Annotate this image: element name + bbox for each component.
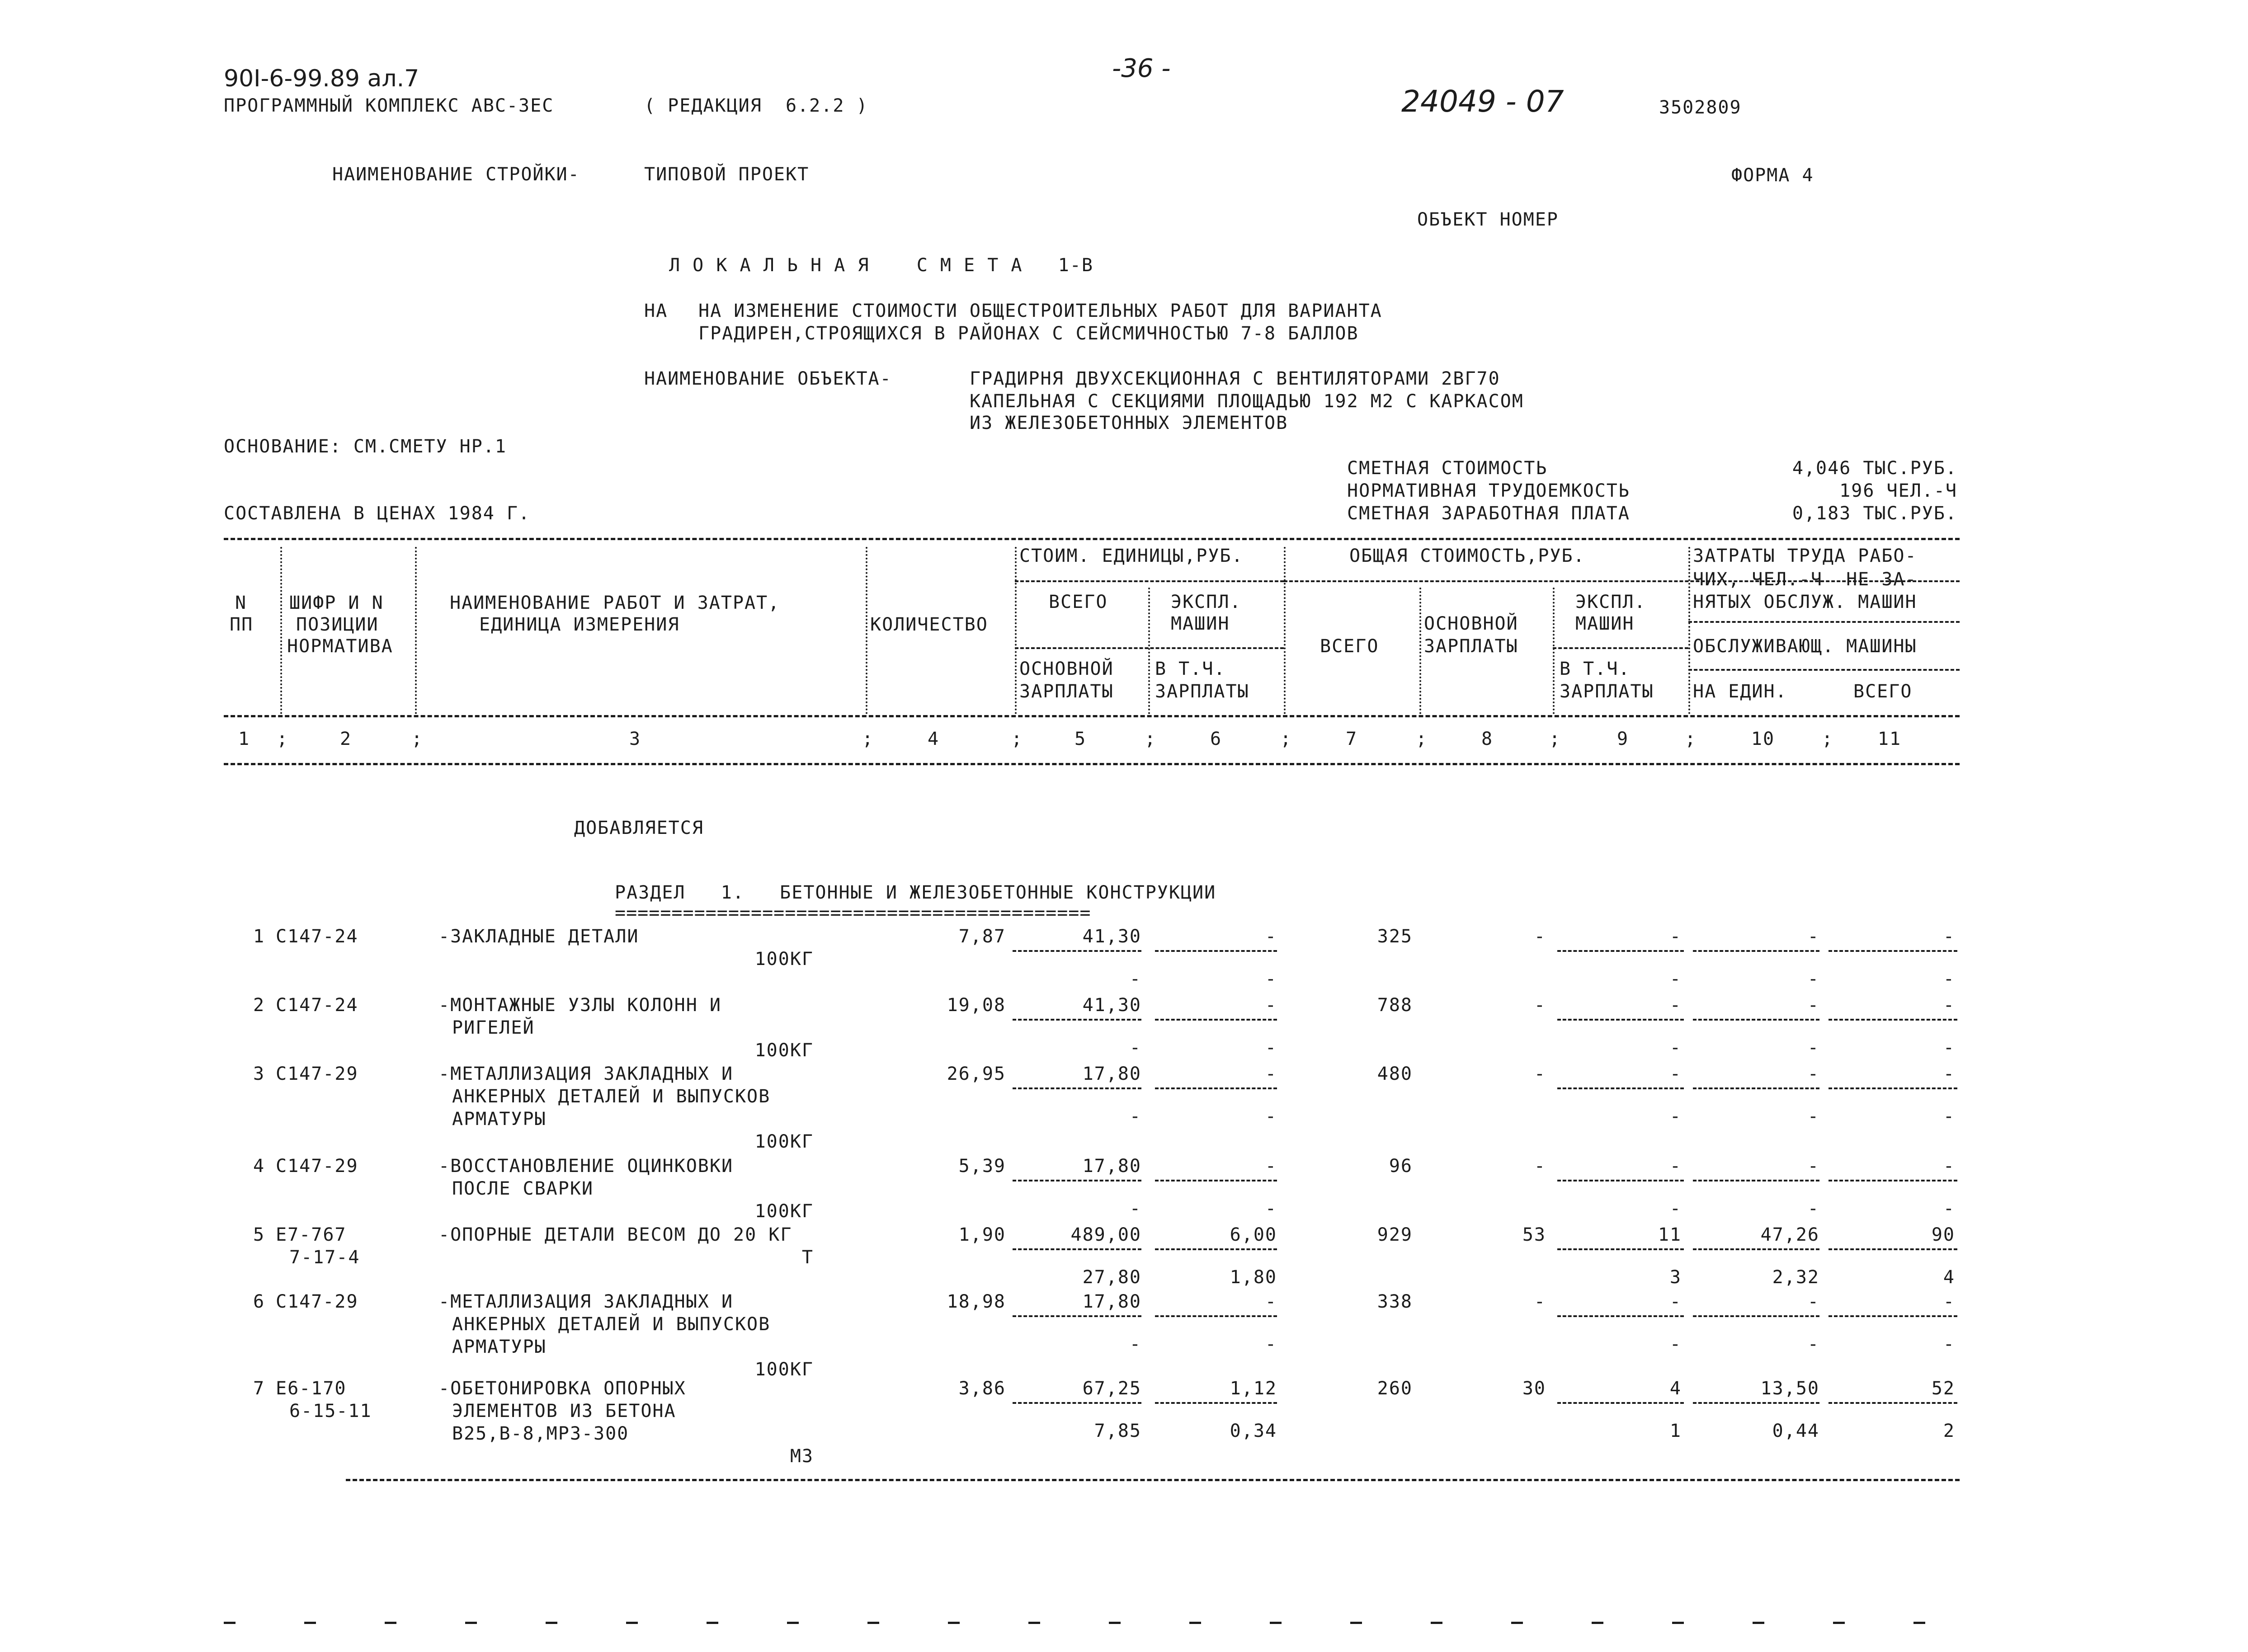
row-total-machine-wages: - xyxy=(1669,1037,1682,1058)
row-total-wages: - xyxy=(1534,926,1546,947)
row-unit-machines: - xyxy=(1265,995,1277,1016)
row-work-name: -МОНТАЖНЫЕ УЗЛЫ КОЛОНН И xyxy=(438,995,721,1016)
basis: ОСНОВАНИЕ: СМ.СМЕТУ НР.1 xyxy=(224,436,507,457)
bottom-dash xyxy=(1833,1622,1845,1624)
row-total-wages: - xyxy=(1534,1291,1546,1312)
header-total-machine-wages: ЗАРПЛАТЫ xyxy=(1560,681,1654,702)
row-total-wages: - xyxy=(1534,1064,1546,1084)
row-code: 6-15-11 xyxy=(289,1401,372,1421)
column-number-separator: ; xyxy=(1822,729,1834,749)
cell-underline xyxy=(1693,1087,1819,1089)
row-unit-machines: - xyxy=(1265,1156,1277,1177)
row-work-name: -ОПОРНЫЕ ДЕТАЛИ ВЕСОМ ДО 20 КГ xyxy=(438,1224,792,1245)
row-unit: Т xyxy=(801,1247,814,1268)
cell-underline xyxy=(1155,1402,1277,1404)
object-name-label: НАИМЕНОВАНИЕ ОБЪЕКТА- xyxy=(644,368,892,389)
row-quantity: 5,39 xyxy=(958,1156,1006,1177)
row-total-wages: - xyxy=(1534,1156,1546,1177)
column-number: 6 xyxy=(1210,729,1222,749)
row-work-name: АРМАТУРЫ xyxy=(452,1109,547,1130)
row-labor-service-per-unit: - xyxy=(1807,1198,1819,1219)
row-labor-service-total: - xyxy=(1943,1198,1955,1219)
column-number-separator: ; xyxy=(862,729,874,749)
object-name-line-2: КАПЕЛЬНАЯ С СЕКЦИЯМИ ПЛОЩАДЬЮ 192 М2 С КАРКАСОМ xyxy=(970,391,1524,412)
row-unit: 100КГ xyxy=(754,1201,814,1222)
row-labor-per-unit: - xyxy=(1807,1291,1819,1312)
row-unit-total: 41,30 xyxy=(1082,995,1141,1016)
row-labor-service-total: - xyxy=(1943,1037,1955,1058)
row-work-name: В25,В-8,МРЗ-300 xyxy=(452,1423,629,1444)
row-unit-machines: 6,00 xyxy=(1230,1224,1277,1245)
row-unit-wages: 7,85 xyxy=(1094,1421,1141,1441)
section-underline: ========================================== xyxy=(615,903,1091,923)
header-inner-rule xyxy=(1688,621,1960,623)
bottom-dash xyxy=(1431,1622,1442,1624)
purpose-line-2: ГРАДИРЕН,СТРОЯЩИХСЯ В РАЙОНАХ С СЕЙСМИЧНОСТЬЮ 7-8 БАЛЛОВ xyxy=(698,323,1359,344)
row-unit: М3 xyxy=(790,1446,814,1467)
row-work-name: -ВОССТАНОВЛЕНИЕ ОЦИНКОВКИ xyxy=(438,1156,734,1177)
column-number: 3 xyxy=(629,729,641,749)
row-number: 7 xyxy=(253,1378,265,1399)
row-number: 6 xyxy=(253,1291,265,1312)
header-total-all: ВСЕГО xyxy=(1320,636,1379,657)
header-unit-cost: СТОИМ. ЕДИНИЦЫ,РУБ. xyxy=(1019,546,1244,566)
construction-value: ТИПОВОЙ ПРОЕКТ xyxy=(644,164,810,185)
row-total: 480 xyxy=(1377,1064,1413,1084)
row-unit-machines: 1,12 xyxy=(1230,1378,1277,1399)
row-total-machines: - xyxy=(1669,1064,1682,1084)
row-code: С147-29 xyxy=(276,1064,358,1084)
row-labor-service-per-unit: - xyxy=(1807,1037,1819,1058)
row-unit-machine-wages: - xyxy=(1265,1106,1277,1127)
row-labor-per-unit: 47,26 xyxy=(1760,1224,1819,1245)
row-number: 2 xyxy=(253,995,265,1016)
column-number: 7 xyxy=(1345,729,1358,749)
document-code: 3502809 xyxy=(1659,97,1742,118)
row-unit: 100КГ xyxy=(754,1131,814,1152)
column-separator xyxy=(280,547,282,714)
cell-underline xyxy=(1829,1019,1957,1021)
column-number: 1 xyxy=(238,729,250,749)
header-labor-per-unit: НА ЕДИН. xyxy=(1693,681,1787,702)
row-labor-per-unit: - xyxy=(1807,1064,1819,1084)
bottom-dash xyxy=(787,1622,799,1624)
column-separator xyxy=(1419,588,1421,714)
row-labor-per-unit: - xyxy=(1807,1156,1819,1177)
row-unit-wages: - xyxy=(1129,969,1141,989)
cell-underline xyxy=(1557,1248,1684,1250)
cell-underline xyxy=(1829,1087,1957,1089)
row-labor-total: - xyxy=(1943,1291,1955,1312)
row-unit-machine-wages: 0,34 xyxy=(1230,1421,1277,1441)
bottom-dash xyxy=(1189,1622,1201,1624)
column-separator xyxy=(866,547,867,714)
purpose-line-1: НА ИЗМЕНЕНИЕ СТОИМОСТИ ОБЩЕСТРОИТЕЛЬНЫХ РАБОТ ДЛЯ ВАРИАНТА xyxy=(698,301,1382,321)
row-unit-machine-wages: 1,80 xyxy=(1230,1267,1277,1288)
header-labor-service: ОБСЛУЖИВАЮЩ. МАШИНЫ xyxy=(1693,636,1917,657)
row-code: 7-17-4 xyxy=(289,1247,360,1268)
row-number: 1 xyxy=(253,926,265,947)
cell-underline xyxy=(1155,950,1277,952)
bottom-dash xyxy=(1350,1622,1362,1624)
row-unit-machine-wages: - xyxy=(1265,1334,1277,1355)
bottom-dash xyxy=(385,1622,396,1624)
header-code: ПОЗИЦИИ xyxy=(296,614,379,635)
row-labor-service-total: - xyxy=(1943,1106,1955,1127)
row-quantity: 7,87 xyxy=(958,926,1006,947)
header-unit-wages: ЗАРПЛАТЫ xyxy=(1019,681,1114,702)
summary-label: НОРМАТИВНАЯ ТРУДОЕМКОСТЬ xyxy=(1347,480,1630,501)
row-code: С147-24 xyxy=(276,926,358,947)
bottom-dash xyxy=(707,1622,718,1624)
row-labor-total: - xyxy=(1943,1156,1955,1177)
row-unit-wages: - xyxy=(1129,1334,1141,1355)
header-work-name: НАИМЕНОВАНИЕ РАБОТ И ЗАТРАТ, xyxy=(450,593,780,613)
row-code: С147-29 xyxy=(276,1156,358,1177)
row-unit-machines: - xyxy=(1265,1291,1277,1312)
column-number-separator: ; xyxy=(1549,729,1561,749)
bottom-dash xyxy=(465,1622,477,1624)
bottom-dash xyxy=(1511,1622,1523,1624)
construction-label: НАИМЕНОВАНИЕ СТРОЙКИ- xyxy=(332,164,580,185)
row-quantity: 18,98 xyxy=(947,1291,1006,1312)
row-total-machine-wages: - xyxy=(1669,1334,1682,1355)
column-number-separator: ; xyxy=(1011,729,1023,749)
cell-underline xyxy=(1155,1180,1277,1181)
cell-underline xyxy=(1829,1180,1957,1181)
header-labor: ЗАТРАТЫ ТРУДА РАБО- xyxy=(1693,546,1917,566)
cell-underline xyxy=(1693,1248,1819,1250)
header-inner-rule xyxy=(1688,669,1960,671)
bottom-dash xyxy=(1270,1622,1282,1624)
summary-label: СМЕТНАЯ СТОИМОСТЬ xyxy=(1347,458,1548,479)
row-labor-total: - xyxy=(1943,1064,1955,1084)
row-total-machine-wages: 3 xyxy=(1669,1267,1682,1288)
page-number: -36 - xyxy=(1112,54,1171,83)
form-number: ФОРМА 4 xyxy=(1731,165,1814,186)
row-total-machines: - xyxy=(1669,926,1682,947)
header-npp: N xyxy=(235,593,247,613)
header-unit-wages: ОСНОВНОЙ xyxy=(1019,659,1114,679)
row-total: 929 xyxy=(1377,1224,1413,1245)
cell-underline xyxy=(1693,1315,1819,1317)
row-total: 260 xyxy=(1377,1378,1413,1399)
bottom-dash xyxy=(224,1622,236,1624)
row-labor-per-unit: - xyxy=(1807,926,1819,947)
column-separator xyxy=(1015,547,1017,714)
cell-underline xyxy=(1829,1402,1957,1404)
row-labor-service-total: - xyxy=(1943,969,1955,989)
header-unit-machine-wages: В Т.Ч. xyxy=(1155,659,1226,679)
cell-underline xyxy=(1693,1402,1819,1404)
header-npp: ПП xyxy=(230,614,254,635)
column-number: 4 xyxy=(927,729,940,749)
column-separator xyxy=(1553,588,1555,714)
column-number: 8 xyxy=(1481,729,1494,749)
bottom-dash xyxy=(546,1622,557,1624)
summary-value: 4,046 ТЫС.РУБ. xyxy=(1792,458,1957,479)
row-unit-machine-wages: - xyxy=(1265,1037,1277,1058)
row-unit-machine-wages: - xyxy=(1265,969,1277,989)
row-unit-machines: - xyxy=(1265,1064,1277,1084)
row-work-name: АНКЕРНЫХ ДЕТАЛЕЙ И ВЫПУСКОВ xyxy=(452,1314,771,1335)
header-labor: ЧИХ, ЧЕЛ.-Ч НЕ ЗА- xyxy=(1693,569,1917,590)
column-number: 2 xyxy=(339,729,352,749)
summary-value: 196 ЧЕЛ.-Ч xyxy=(1839,480,1957,501)
column-number-separator: ; xyxy=(1280,729,1292,749)
column-separator xyxy=(1284,547,1286,714)
row-total: 788 xyxy=(1377,995,1413,1016)
cell-underline xyxy=(1557,1402,1684,1404)
header-inner-rule xyxy=(1553,647,1688,649)
row-total-machines: 11 xyxy=(1658,1224,1682,1245)
column-number: 11 xyxy=(1877,729,1902,749)
header-inner-rule xyxy=(1015,580,1284,582)
header-work-name: ЕДИНИЦА ИЗМЕРЕНИЯ xyxy=(479,614,680,635)
row-work-name: -ОБЕТОНИРОВКА ОПОРНЫХ xyxy=(438,1378,686,1399)
column-number: 9 xyxy=(1616,729,1629,749)
row-total-machine-wages: 1 xyxy=(1669,1421,1682,1441)
bottom-dash xyxy=(626,1622,638,1624)
row-work-name: -ЗАКЛАДНЫЕ ДЕТАЛИ xyxy=(438,926,639,947)
cell-underline xyxy=(1013,1180,1141,1181)
doc-reference: 90I-6-99.89 ал.7 xyxy=(224,65,419,92)
header-quantity: КОЛИЧЕСТВО xyxy=(870,614,988,635)
row-labor-service-total: 2 xyxy=(1943,1421,1955,1441)
row-work-name: -МЕТАЛЛИЗАЦИЯ ЗАКЛАДНЫХ И xyxy=(438,1291,734,1312)
row-unit: 100КГ xyxy=(754,1040,814,1061)
row-code: С147-29 xyxy=(276,1291,358,1312)
cell-underline xyxy=(1557,950,1684,952)
header-total-machine-wages: В Т.Ч. xyxy=(1560,659,1631,679)
column-number-separator: ; xyxy=(1416,729,1428,749)
bottom-dash xyxy=(1028,1622,1040,1624)
estimate-title: Л О К А Л Ь Н А Я С М Е Т А 1-В xyxy=(669,255,1093,276)
cell-underline xyxy=(1693,950,1819,952)
header-total-wages: ЗАРПЛАТЫ xyxy=(1424,636,1518,657)
bottom-dash xyxy=(304,1622,316,1624)
cell-underline xyxy=(1013,950,1141,952)
row-unit-wages: - xyxy=(1129,1106,1141,1127)
row-labor-service-per-unit: - xyxy=(1807,1106,1819,1127)
row-unit: 100КГ xyxy=(754,1359,814,1380)
row-labor-service-total: 4 xyxy=(1943,1267,1955,1288)
header-code: НОРМАТИВА xyxy=(287,636,393,657)
row-total-machines: - xyxy=(1669,995,1682,1016)
cell-underline xyxy=(1155,1087,1277,1089)
header-inner-rule xyxy=(1015,647,1284,649)
header-unit-machines: МАШИН xyxy=(1171,613,1230,634)
cell-underline xyxy=(1557,1315,1684,1317)
row-work-name: ПОСЛЕ СВАРКИ xyxy=(452,1178,594,1199)
header-total-wages: ОСНОВНОЙ xyxy=(1424,613,1518,634)
row-labor-total: 52 xyxy=(1931,1378,1955,1399)
bottom-dash xyxy=(1109,1622,1121,1624)
row-total-machines: - xyxy=(1669,1156,1682,1177)
summary-label: СМЕТНАЯ ЗАРАБОТНАЯ ПЛАТА xyxy=(1347,503,1630,524)
row-unit-total: 17,80 xyxy=(1082,1064,1141,1084)
header-unit-total: ВСЕГО xyxy=(1049,592,1108,612)
column-number: 5 xyxy=(1074,729,1087,749)
object-number-label: ОБЪЕКТ НОМЕР xyxy=(1417,209,1559,230)
row-labor-service-total: - xyxy=(1943,1334,1955,1355)
column-number-separator: ; xyxy=(1145,729,1157,749)
cell-underline xyxy=(1557,1180,1684,1181)
cell-underline xyxy=(1013,1402,1141,1404)
row-total-machine-wages: - xyxy=(1669,1198,1682,1219)
table-bottom-rule xyxy=(346,1479,1960,1481)
row-work-name: РИГЕЛЕЙ xyxy=(452,1017,535,1038)
column-separator xyxy=(1148,588,1150,714)
cell-underline xyxy=(1829,1315,1957,1317)
header-bottom-rule xyxy=(224,715,1960,717)
row-number: 5 xyxy=(253,1224,265,1245)
row-total-machines: - xyxy=(1669,1291,1682,1312)
cell-underline xyxy=(1155,1248,1277,1250)
row-code: С147-24 xyxy=(276,995,358,1016)
header-code: ШИФР И N xyxy=(289,593,384,613)
bottom-dash xyxy=(948,1622,960,1624)
row-total: 325 xyxy=(1377,926,1413,947)
table-top-rule xyxy=(224,538,1960,540)
header-unit-machine-wages: ЗАРПЛАТЫ xyxy=(1155,681,1249,702)
row-labor-total: - xyxy=(1943,926,1955,947)
object-name-line-3: ИЗ ЖЕЛЕЗОБЕТОННЫХ ЭЛЕМЕНТОВ xyxy=(970,413,1288,433)
row-unit: 100КГ xyxy=(754,949,814,970)
row-total: 96 xyxy=(1389,1156,1413,1177)
bottom-dash xyxy=(1913,1622,1925,1624)
row-quantity: 1,90 xyxy=(958,1224,1006,1245)
row-quantity: 19,08 xyxy=(947,995,1006,1016)
row-unit-total: 17,80 xyxy=(1082,1156,1141,1177)
cell-underline xyxy=(1155,1315,1277,1317)
row-quantity: 26,95 xyxy=(947,1064,1006,1084)
row-work-name: ЭЛЕМЕНТОВ ИЗ БЕТОНА xyxy=(452,1401,676,1421)
row-unit-wages: - xyxy=(1129,1198,1141,1219)
header-labor-total: ВСЕГО xyxy=(1853,681,1913,702)
row-unit-wages: - xyxy=(1129,1037,1141,1058)
row-number: 3 xyxy=(253,1064,265,1084)
row-labor-service-per-unit: - xyxy=(1807,969,1819,989)
row-labor-total: 90 xyxy=(1931,1224,1955,1245)
cell-underline xyxy=(1013,1087,1141,1089)
bottom-dash xyxy=(867,1622,879,1624)
cell-underline xyxy=(1829,950,1957,952)
row-total-machine-wages: - xyxy=(1669,1106,1682,1127)
row-labor-per-unit: - xyxy=(1807,995,1819,1016)
column-numbers-rule xyxy=(224,763,1960,765)
row-work-name: АНКЕРНЫХ ДЕТАЛЕЙ И ВЫПУСКОВ xyxy=(452,1086,771,1107)
added-label: ДОБАВЛЯЕТСЯ xyxy=(574,818,704,838)
column-separator xyxy=(1688,547,1690,714)
row-unit-total: 17,80 xyxy=(1082,1291,1141,1312)
prices-note: СОСТАВЛЕНА В ЦЕНАХ 1984 Г. xyxy=(224,503,531,524)
object-name-line-1: ГРАДИРНЯ ДВУХСЕКЦИОННАЯ С ВЕНТИЛЯТОРАМИ 2ВГ70 xyxy=(970,368,1500,389)
cell-underline xyxy=(1557,1087,1684,1089)
header-unit-machines: ЭКСПЛ. xyxy=(1171,592,1242,612)
row-labor-service-per-unit: - xyxy=(1807,1334,1819,1355)
row-unit-machines: - xyxy=(1265,926,1277,947)
row-total-wages: - xyxy=(1534,995,1546,1016)
row-unit-wages: 27,80 xyxy=(1082,1267,1141,1288)
cell-underline xyxy=(1693,1180,1819,1181)
row-unit-total: 489,00 xyxy=(1070,1224,1141,1245)
cell-underline xyxy=(1013,1248,1141,1250)
row-total-machine-wages: - xyxy=(1669,969,1682,989)
row-unit-total: 41,30 xyxy=(1082,926,1141,947)
header-labor: НЯТЫХ ОБСЛУЖ. МАШИН xyxy=(1693,592,1917,612)
section-title: РАЗДЕЛ 1. БЕТОННЫЕ И ЖЕЛЕЗОБЕТОННЫЕ КОНСТРУКЦИИ xyxy=(615,882,1216,903)
column-number: 10 xyxy=(1751,729,1775,749)
column-number-separator: ; xyxy=(1685,729,1697,749)
bottom-dash xyxy=(1592,1622,1603,1624)
row-labor-service-per-unit: 2,32 xyxy=(1772,1267,1819,1288)
row-code: Е7-767 xyxy=(276,1224,347,1245)
row-unit-machine-wages: - xyxy=(1265,1198,1277,1219)
header-total-machines: ЭКСПЛ. xyxy=(1575,592,1646,612)
row-labor-per-unit: 13,50 xyxy=(1760,1378,1819,1399)
row-total-machines: 4 xyxy=(1669,1378,1682,1399)
stamp-number: 24049 - 07 xyxy=(1401,84,1564,119)
cell-underline xyxy=(1693,1019,1819,1021)
column-number-separator: ; xyxy=(277,729,289,749)
header-total-machines: МАШИН xyxy=(1575,613,1635,634)
row-total: 338 xyxy=(1377,1291,1413,1312)
row-labor-service-per-unit: 0,44 xyxy=(1772,1421,1819,1441)
row-number: 4 xyxy=(253,1156,265,1177)
row-labor-total: - xyxy=(1943,995,1955,1016)
column-separator xyxy=(415,547,417,714)
bottom-dash xyxy=(1753,1622,1764,1624)
cell-underline xyxy=(1829,1248,1957,1250)
cell-underline xyxy=(1013,1315,1141,1317)
row-quantity: 3,86 xyxy=(958,1378,1006,1399)
header-total-cost: ОБЩАЯ СТОИМОСТЬ,РУБ. xyxy=(1349,546,1585,566)
cell-underline xyxy=(1557,1019,1684,1021)
row-unit-total: 67,25 xyxy=(1082,1378,1141,1399)
row-code: Е6-170 xyxy=(276,1378,347,1399)
na-prefix: НА xyxy=(644,301,668,321)
summary-value: 0,183 ТЫС.РУБ. xyxy=(1792,503,1957,524)
cell-underline xyxy=(1013,1019,1141,1021)
software-name: ПРОГРАММНЫЙ КОМПЛЕКС АВС-3ЕС xyxy=(224,95,554,116)
bottom-dash xyxy=(1672,1622,1684,1624)
cell-underline xyxy=(1155,1019,1277,1021)
row-total-wages: 30 xyxy=(1522,1378,1546,1399)
row-work-name: АРМАТУРЫ xyxy=(452,1337,547,1357)
software-revision: ( РЕДАКЦИЯ 6.2.2 ) xyxy=(644,95,868,116)
column-number-separator: ; xyxy=(411,729,424,749)
row-total-wages: 53 xyxy=(1522,1224,1546,1245)
row-work-name: -МЕТАЛЛИЗАЦИЯ ЗАКЛАДНЫХ И xyxy=(438,1064,734,1084)
